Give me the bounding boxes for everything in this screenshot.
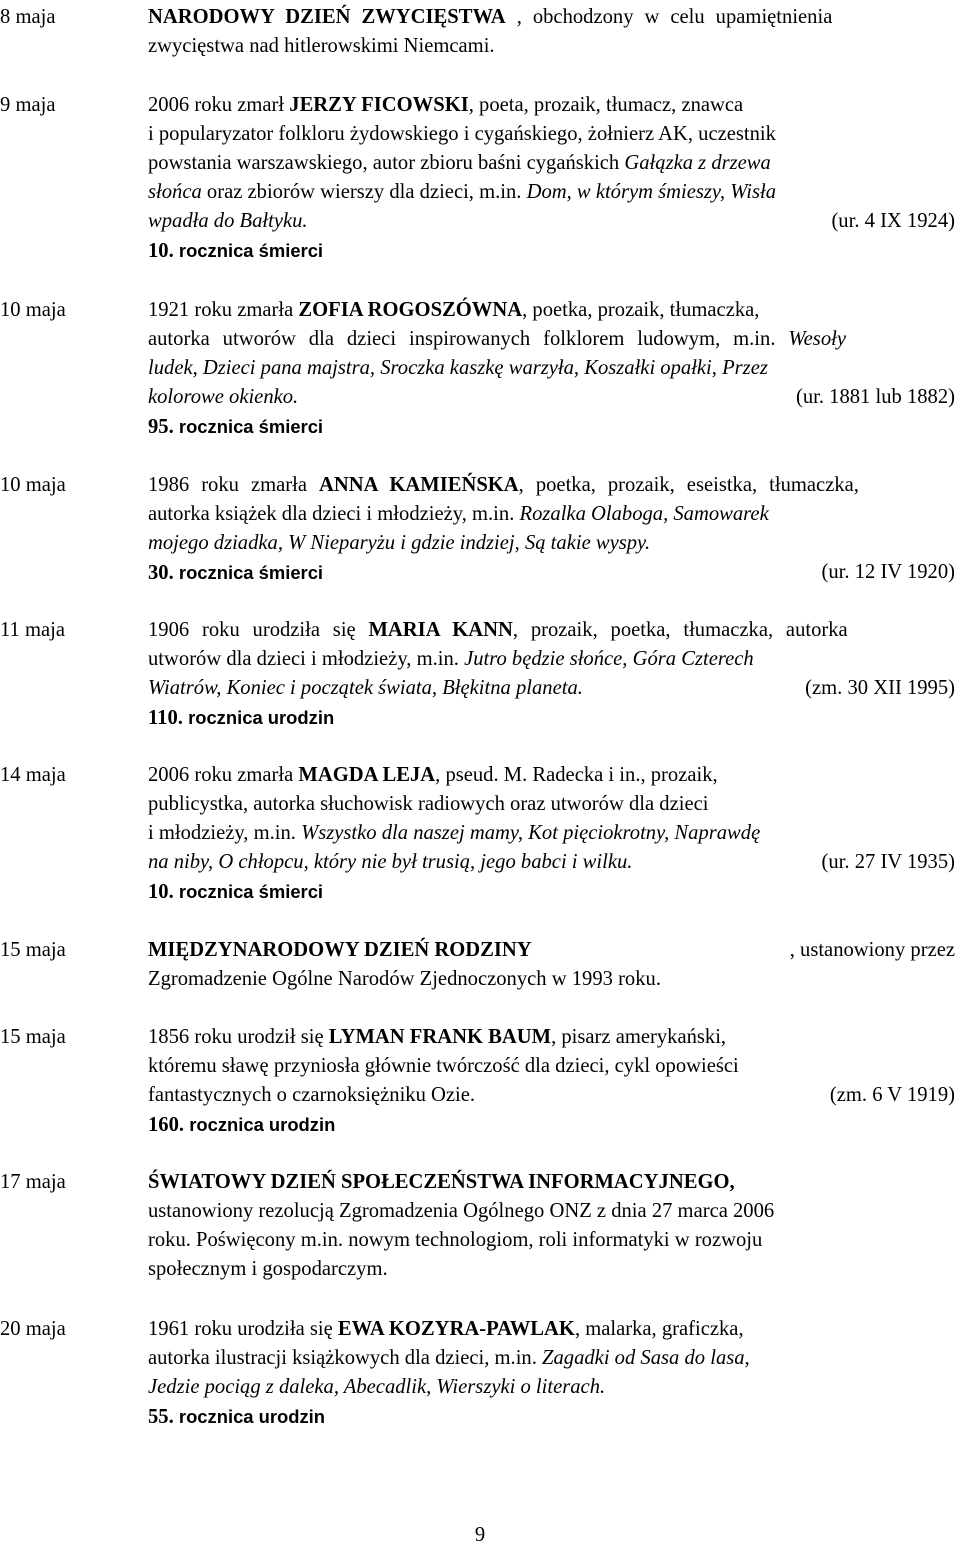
anniversary-number: 55. bbox=[148, 1406, 174, 1428]
entry-line: powstania warszawskiego, autor zbioru baśni cygańskich bbox=[148, 152, 625, 174]
page-number: 9 bbox=[474, 1524, 486, 1546]
work-title: Dom, w którym śmieszy, Wisła bbox=[526, 181, 777, 203]
entry-line: Zgromadzenie Ogólne Narodów Zjednoczonych w 1993 roku. bbox=[148, 968, 661, 990]
entry-date: 11 maja bbox=[0, 619, 65, 641]
entry-line: 2006 roku zmarła bbox=[148, 764, 299, 786]
anniversary-label: rocznica śmierci bbox=[178, 562, 324, 583]
anniversary-label: rocznica śmierci bbox=[178, 240, 324, 261]
entry-date: 20 maja bbox=[0, 1318, 66, 1340]
entry-line: i młodzieży, m.in. bbox=[148, 822, 302, 844]
entry-line: oraz zbiorów wierszy dla dzieci, m.in. bbox=[201, 181, 527, 203]
person-name: ANNA KAMIEŃSKA bbox=[319, 474, 519, 496]
work-title: kolorowe okienko. bbox=[148, 386, 299, 408]
entry-text bbox=[148, 761, 955, 906]
event-name: NARODOWY DZIEŃ ZWYCIĘSTWA bbox=[148, 6, 506, 28]
entry-line: , ustanowiony przez bbox=[789, 939, 955, 961]
entry-line: i popularyzator folkloru żydowskiego i cygańskiego, żołnierz AK, uczestnik bbox=[148, 123, 776, 145]
entry-text bbox=[148, 296, 955, 441]
entry-date: 14 maja bbox=[0, 764, 66, 786]
entry-date: 10 maja bbox=[0, 474, 66, 496]
entry-line: społecznym i gospodarczym. bbox=[148, 1258, 388, 1280]
anniversary bbox=[148, 877, 955, 906]
entry-text bbox=[148, 3, 955, 61]
entry-date: 17 maja bbox=[0, 1171, 66, 1193]
entry-text bbox=[148, 1168, 955, 1284]
entry-line: 1986 roku zmarła bbox=[148, 474, 319, 496]
entry-line: , poetka, prozaik, tłumaczka, bbox=[522, 299, 760, 321]
entry-line: fantastycznych o czarnoksiężniku Ozie. bbox=[148, 1084, 476, 1106]
entry-text bbox=[148, 91, 955, 265]
entry-text bbox=[148, 471, 955, 587]
entry-line: , poetka, prozaik, eseistka, tłumaczka, bbox=[518, 474, 859, 496]
entry-line: 1961 roku urodziła się bbox=[148, 1318, 338, 1340]
entry-line: , pseud. M. Radecka i in., prozaik, bbox=[435, 764, 718, 786]
event-name: MIĘDZYNARODOWY DZIEŃ RODZINY bbox=[148, 939, 532, 961]
entry-date: 15 maja bbox=[0, 939, 66, 961]
work-title: Wszystko dla naszej mamy, Kot pięciokrotny, Naprawdę bbox=[301, 822, 761, 844]
anniversary-number: 30. bbox=[148, 562, 174, 584]
entry-line: , pisarz amerykański, bbox=[551, 1026, 727, 1048]
person-name: MARIA KANN bbox=[368, 619, 513, 641]
anniversary bbox=[148, 412, 955, 441]
anniversary-label: rocznica urodzin bbox=[188, 707, 335, 728]
work-title: Zagadki od Sasa do lasa, bbox=[542, 1347, 750, 1369]
entry-date: 15 maja bbox=[0, 1026, 66, 1048]
entry-line: autorka książek dla dzieci i młodzieży, m.in. bbox=[148, 503, 520, 525]
entry-line: , prozaik, poetka, tłumaczka, autorka bbox=[512, 619, 848, 641]
person-name: MAGDA LEJA bbox=[298, 764, 436, 786]
anniversary bbox=[148, 236, 955, 265]
entry-text bbox=[148, 1023, 955, 1139]
entry-line: , poeta, prozaik, tłumacz, znawca bbox=[468, 94, 744, 116]
work-title: Jedzie pociąg z daleka, Abecadlik, Wierszyki o literach. bbox=[148, 1376, 606, 1398]
anniversary-label: rocznica śmierci bbox=[178, 416, 324, 437]
entry-date: 8 maja bbox=[0, 6, 56, 28]
entry-line: 1856 roku urodził się bbox=[148, 1026, 329, 1048]
entry-line: utworów dla dzieci i młodzieży, m.in. bbox=[148, 648, 465, 670]
work-title: Wiatrów, Koniec i początek świata, Błękitna planeta. bbox=[148, 677, 583, 699]
work-title: Rozalka Olaboga, Samowarek bbox=[519, 503, 769, 525]
entry-text bbox=[148, 616, 955, 732]
event-name: ŚWIATOWY DZIEŃ SPOŁECZEŃSTWA INFORMACYJNEGO, bbox=[148, 1171, 735, 1193]
work-title: wpadła do Bałtyku. bbox=[148, 210, 308, 232]
entry-line: 1921 roku zmarła bbox=[148, 299, 299, 321]
entry-line: , malarka, graficzka, bbox=[574, 1318, 744, 1340]
work-title: Wesoły bbox=[788, 328, 846, 350]
anniversary bbox=[148, 1402, 955, 1431]
entry-line: 1906 roku urodziła się bbox=[148, 619, 369, 641]
entry-line: któremu sławę przyniosła głównie twórczość dla dzieci, cykl opowieści bbox=[148, 1055, 739, 1077]
anniversary bbox=[148, 703, 955, 732]
entry-line: zwycięstwa nad hitlerowskimi Niemcami. bbox=[148, 35, 495, 57]
entry-date: 10 maja bbox=[0, 299, 66, 321]
work-title: Gałązka z drzewa bbox=[624, 152, 771, 174]
anniversary-number: 10. bbox=[148, 881, 174, 903]
life-dates: (ur. 4 IX 1924) bbox=[831, 210, 955, 232]
work-title: ludek, Dzieci pana majstra, Sroczka kaszkę warzyła, Koszałki opałki, Przez bbox=[148, 357, 768, 379]
work-title: Jutro będzie słońce, Góra Czterech bbox=[464, 648, 754, 670]
anniversary-number: 10. bbox=[148, 240, 174, 262]
anniversary bbox=[148, 558, 323, 587]
entry-line: roku. Poświęcony m.in. nowym technologiom, roli informatyki w rozwoju bbox=[148, 1229, 763, 1251]
entry-date: 9 maja bbox=[0, 94, 56, 116]
entry-line: autorka ilustracji książkowych dla dzieci, m.in. bbox=[148, 1347, 543, 1369]
entry-line: autorka utworów dla dzieci inspirowanych folklorem ludowym, m.in. bbox=[148, 328, 789, 350]
person-name: JERZY FICOWSKI bbox=[289, 94, 469, 116]
entry-text bbox=[148, 1315, 955, 1431]
life-dates: (zm. 30 XII 1995) bbox=[805, 677, 955, 699]
work-title: mojego dziadka, W Nieparyżu i gdzie indziej, Są takie wyspy. bbox=[148, 532, 651, 554]
entry-line: 2006 roku zmarł bbox=[148, 94, 290, 116]
person-name: EWA KOZYRA-PAWLAK bbox=[337, 1318, 575, 1340]
life-dates: (ur. 1881 lub 1882) bbox=[795, 386, 955, 408]
person-name: ZOFIA ROGOSZÓWNA bbox=[298, 299, 523, 321]
entry-line: ustanowiony rezolucją Zgromadzenia Ogólnego ONZ z dnia 27 marca 2006 bbox=[148, 1200, 775, 1222]
anniversary-label: rocznica urodzin bbox=[189, 1114, 336, 1135]
entry-line: , obchodzony w celu upamiętnienia bbox=[516, 6, 833, 28]
life-dates: (ur. 12 IV 1920) bbox=[821, 561, 955, 583]
anniversary-label: rocznica urodzin bbox=[178, 1406, 326, 1427]
entry-line: publicystka, autorka słuchowisk radiowych oraz utworów dla dzieci bbox=[148, 793, 709, 815]
person-name: LYMAN FRANK BAUM bbox=[328, 1026, 552, 1048]
anniversary-number: 160. bbox=[148, 1114, 185, 1136]
anniversary-number: 110. bbox=[148, 707, 183, 729]
anniversary-number: 95. bbox=[148, 416, 174, 438]
life-dates: (ur. 27 IV 1935) bbox=[821, 851, 955, 873]
anniversary-label: rocznica śmierci bbox=[178, 881, 324, 902]
life-dates: (zm. 6 V 1919) bbox=[829, 1084, 955, 1106]
entry-text bbox=[148, 936, 955, 994]
anniversary bbox=[148, 1110, 955, 1139]
work-title: na niby, O chłopcu, który nie był trusią, jego babci i wilku. bbox=[148, 851, 633, 873]
work-title: słońca bbox=[148, 181, 202, 203]
